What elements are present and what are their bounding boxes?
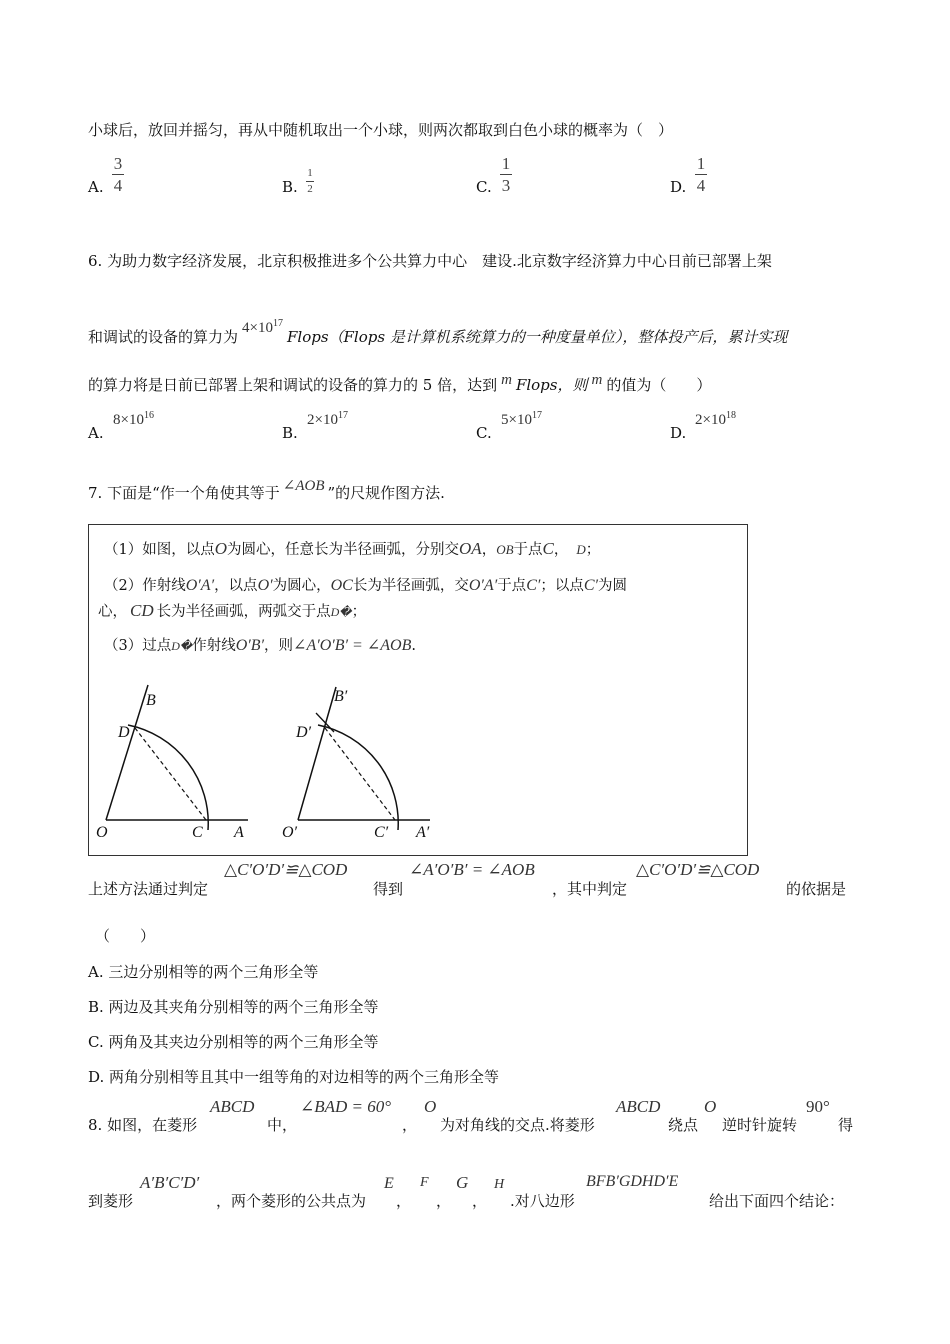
math: A′B′C′D′ bbox=[140, 1173, 200, 1192]
option-label: B. bbox=[282, 424, 298, 442]
text: ，两个菱形的公共点为 bbox=[216, 1192, 367, 1210]
q7-option-a: A. 三边分别相等的两个三角形全等 bbox=[88, 963, 319, 981]
q7-step2-cont bbox=[98, 600, 366, 621]
denominator: 2 bbox=[307, 183, 313, 195]
text: 心， bbox=[98, 604, 127, 620]
q6-line1: 6. 为助力数字经济发展，北京积极推进多个公共算力中心 建设.北京数字经济算力中心日前已部署上架 bbox=[88, 252, 772, 270]
math-m: m bbox=[591, 372, 603, 388]
math: D� bbox=[171, 639, 193, 653]
text: ，则 bbox=[264, 638, 294, 654]
denominator: 4 bbox=[696, 176, 706, 195]
exponent: 17 bbox=[337, 410, 348, 421]
text: .对八边形 bbox=[510, 1192, 575, 1210]
text: （3）过点 bbox=[104, 638, 172, 654]
label-b: B bbox=[146, 692, 156, 709]
fraction bbox=[500, 155, 512, 194]
fraction bbox=[112, 155, 124, 194]
arc bbox=[128, 725, 208, 830]
math: O′ bbox=[257, 577, 273, 594]
answer-paren: （ ） bbox=[95, 927, 156, 945]
label-a-prime: A′ bbox=[416, 824, 430, 841]
text: 长为半径画弧，两弧交于点 bbox=[156, 604, 331, 620]
math: O bbox=[704, 1097, 717, 1116]
math: C bbox=[542, 539, 554, 558]
base: 2×10 bbox=[695, 412, 726, 428]
label-d: D bbox=[118, 724, 130, 741]
text: 上述方法通过判定 bbox=[88, 880, 209, 898]
q7-step2 bbox=[104, 574, 627, 595]
text: 于点 bbox=[513, 542, 543, 558]
label-c-prime: C′ bbox=[374, 824, 389, 841]
segment-c-d-prime bbox=[325, 728, 395, 820]
text: ，其中判定 bbox=[552, 880, 628, 898]
text: 中， bbox=[267, 1116, 298, 1134]
fraction bbox=[306, 168, 314, 195]
exponent: 16 bbox=[143, 410, 154, 421]
figure-original bbox=[96, 685, 248, 841]
math-power bbox=[242, 320, 283, 336]
text: Flops，则 bbox=[515, 376, 588, 394]
fraction bbox=[695, 155, 707, 194]
math: BFB′GDHD′E bbox=[586, 1173, 679, 1190]
base: 2×10 bbox=[307, 412, 338, 428]
math-angle-equality: ∠A′O′B′ = ∠AOB bbox=[409, 860, 535, 879]
text: ，以点 bbox=[214, 578, 258, 594]
text: 为圆心，任意长为半径画弧，分别交 bbox=[227, 542, 460, 558]
math: O′A′ bbox=[185, 577, 215, 594]
math: O′B′ bbox=[235, 637, 265, 654]
base: 5×10 bbox=[501, 412, 532, 428]
text: 作射线 bbox=[192, 638, 236, 654]
text: ；以点 bbox=[540, 578, 584, 594]
q7-option-b: B. 两边及其夹角分别相等的两个三角形全等 bbox=[88, 998, 379, 1016]
arc-tick bbox=[316, 713, 334, 732]
text: 为圆心， bbox=[272, 578, 331, 594]
text: 长为半径画弧，交 bbox=[352, 578, 469, 594]
numerator: 1 bbox=[696, 154, 706, 173]
q7-option-d: D. 两角分别相等且其中一组等角的对边相等的两个三角形全等 bbox=[88, 1068, 500, 1086]
math: C′ bbox=[526, 577, 541, 594]
math-power bbox=[113, 410, 154, 429]
math-m: m bbox=[501, 372, 512, 388]
text: 到菱形 bbox=[88, 1192, 134, 1210]
text: ， bbox=[436, 1192, 452, 1210]
figure-constructed bbox=[282, 687, 430, 841]
math: ∠BAD = 60° bbox=[300, 1097, 392, 1116]
text: 得 bbox=[838, 1116, 854, 1134]
label-o: O bbox=[96, 824, 108, 841]
arc bbox=[318, 725, 398, 830]
text: 7. 下面是“作一个角使其等于 bbox=[88, 484, 280, 502]
text: 得到 bbox=[373, 880, 404, 898]
q6-line3 bbox=[88, 374, 711, 395]
math: ABCD bbox=[616, 1097, 661, 1116]
q7-step1 bbox=[104, 538, 600, 559]
math-power bbox=[307, 410, 348, 429]
math: ABCD bbox=[210, 1097, 255, 1116]
ray-ob bbox=[106, 685, 148, 820]
numerator: 1 bbox=[501, 154, 511, 173]
math-congruence: △C′O′D′≌△COD bbox=[224, 860, 348, 879]
math-power bbox=[695, 410, 736, 429]
text: ， bbox=[553, 542, 569, 558]
text: 的算力将是日前已部署上架和调试的设备的算力的 5 倍，达到 bbox=[88, 376, 498, 394]
math: OA bbox=[459, 539, 482, 558]
text: ； bbox=[351, 604, 367, 620]
text: 8. 如图，在菱形 bbox=[88, 1116, 198, 1134]
math: CD bbox=[130, 601, 154, 620]
q7-stem bbox=[88, 478, 445, 503]
text: ， bbox=[402, 1116, 418, 1134]
numerator: 1 bbox=[307, 167, 313, 179]
math: E bbox=[384, 1175, 394, 1192]
math: D bbox=[576, 542, 586, 557]
exponent: 17 bbox=[531, 410, 542, 421]
option-label: A. bbox=[88, 424, 104, 442]
label-a: A bbox=[234, 824, 244, 841]
option-label: C. bbox=[476, 178, 492, 196]
text: 的依据是 bbox=[786, 880, 847, 898]
text: ， bbox=[396, 1192, 412, 1210]
math: 90° bbox=[806, 1097, 830, 1116]
option-label: A. bbox=[88, 178, 104, 196]
label-b-prime: B′ bbox=[334, 688, 348, 705]
text: ， bbox=[472, 1192, 488, 1210]
math: O bbox=[424, 1097, 437, 1116]
math-angle: ∠AOB bbox=[282, 478, 325, 494]
text: Flops（Flops 是计算机系统算力的一种度量单位），整体投产后，累计实现 bbox=[286, 328, 788, 346]
math-congruence: △C′O′D′≌△COD bbox=[636, 860, 760, 879]
q5-stem: 小球后，放回并摇匀，再从中随机取出一个小球，则两次都取到白色小球的概率为（ ） bbox=[88, 121, 674, 139]
text: 逆时针旋转 bbox=[722, 1116, 798, 1134]
text: ， bbox=[481, 542, 497, 558]
math: F bbox=[420, 1175, 429, 1190]
option-label: B. bbox=[282, 178, 298, 196]
math: OB bbox=[496, 542, 514, 557]
ray-o-b-prime bbox=[298, 687, 336, 820]
q7-option-c: C. 两角及其夹边分别相等的两个三角形全等 bbox=[88, 1033, 379, 1051]
math: C′ bbox=[583, 577, 599, 594]
math: OC bbox=[330, 577, 353, 594]
text: 和调试的设备的算力为 bbox=[88, 328, 239, 346]
text: 于点 bbox=[497, 578, 527, 594]
math: D� bbox=[330, 605, 352, 619]
text: 的值为（ ） bbox=[606, 376, 712, 394]
math: O bbox=[214, 539, 228, 558]
option-label: C. bbox=[476, 424, 492, 442]
denominator: 4 bbox=[113, 176, 123, 195]
option-label: D. bbox=[670, 424, 687, 442]
text: 为圆 bbox=[598, 578, 628, 594]
text: 为对角线的交点.将菱形 bbox=[440, 1116, 595, 1134]
base: 8×10 bbox=[113, 412, 144, 428]
exponent: 17 bbox=[272, 318, 283, 329]
exponent: 18 bbox=[725, 410, 736, 421]
text: 给出下面四个结论： bbox=[709, 1192, 845, 1210]
q6-line2 bbox=[88, 318, 788, 347]
numerator: 3 bbox=[113, 154, 123, 173]
text: 绕点 bbox=[668, 1116, 699, 1134]
q7-step3 bbox=[104, 634, 416, 655]
denominator: 3 bbox=[501, 176, 511, 195]
construction-figures bbox=[88, 680, 458, 845]
label-o-prime: O′ bbox=[282, 824, 298, 841]
text: ； bbox=[585, 542, 601, 558]
math: G bbox=[456, 1173, 469, 1192]
base: 4×10 bbox=[242, 320, 273, 336]
text: ”的尺规作图方法. bbox=[327, 484, 445, 502]
label-c: C bbox=[192, 824, 203, 841]
text: （2）作射线 bbox=[104, 578, 186, 594]
option-label: D. bbox=[670, 178, 687, 196]
math: ∠A′O′B′ = ∠AOB bbox=[293, 637, 412, 654]
label-d-prime: D′ bbox=[296, 724, 312, 741]
text: . bbox=[411, 638, 416, 654]
math-power bbox=[501, 410, 542, 429]
text: （1）如图，以点 bbox=[104, 542, 215, 558]
math: O′A′ bbox=[468, 577, 498, 594]
math: H bbox=[494, 1177, 505, 1192]
